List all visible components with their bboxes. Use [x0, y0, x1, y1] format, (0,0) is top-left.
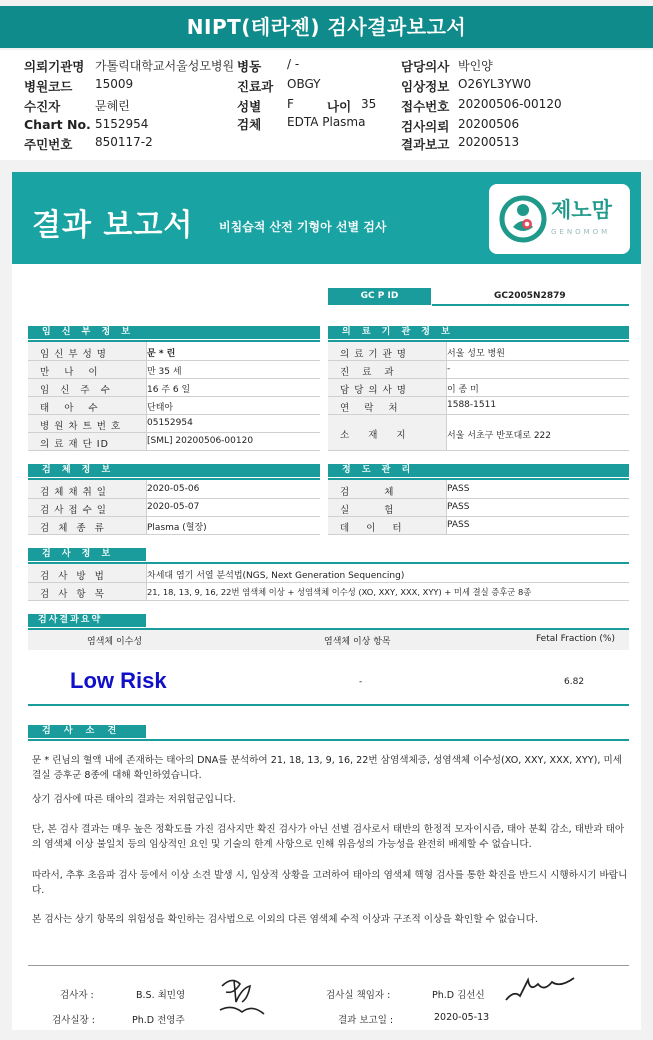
row-divider — [28, 516, 320, 517]
row-divider — [28, 432, 320, 433]
summary-col-aneuploidy: 염색체 이수성 — [87, 637, 143, 647]
row-divider — [328, 534, 629, 535]
institution-dept-label: 진 료 과 — [340, 367, 399, 378]
received-date-value: 2020-05-07 — [147, 502, 200, 512]
report-banner — [12, 172, 641, 264]
foundation-id-label: 의 료 재 단 ID — [40, 439, 109, 450]
banner-subtitle: 비침습적 산전 기형아 선별 검사 — [219, 220, 387, 234]
row-divider — [328, 378, 629, 379]
pregnant-age-label: 만 나 이 — [40, 367, 104, 378]
ward-value: / - — [287, 57, 300, 71]
qc-specimen-value: PASS — [447, 484, 470, 494]
report-value: 20200513 — [458, 135, 520, 149]
collection-date-label: 검 체 채 취 일 — [40, 487, 107, 498]
tester-value: B.S. 최민영 — [136, 990, 186, 1001]
logo-subtext: GENOMOM — [551, 228, 611, 236]
receipt-label: 접수번호 — [401, 99, 450, 114]
age-value: 35 — [361, 97, 377, 111]
dept-label: 진료과 — [237, 79, 274, 94]
foundation-id-value: [SML] 20200506-00120 — [147, 436, 254, 446]
findings-paragraph-3: 단, 본 검사 결과는 매우 높은 정확도를 가진 검사지만 확진 검사가 아닌 선별 검사로서 태반의 한정적 모자이시즘, 태아 분획 감소, 태반과 태아의 염색체 이상 불일치 등의 임상적인 요인 및 기술의 한계 사항으로 인해 위음성의 가능성을 완전히 배제할 수 없습니다. — [32, 824, 625, 850]
gestation-value: 16 주 6 일 — [147, 385, 191, 395]
doctor-value: 박인양 — [458, 59, 493, 73]
qc-experiment-value: PASS — [447, 502, 470, 512]
specimen-type-label: 검 체 종 류 — [40, 523, 107, 534]
genomom-logo — [489, 184, 630, 254]
patient-label: 수진자 — [24, 99, 61, 114]
institution-address-value: 서울 서초구 반포대로 222 — [447, 431, 552, 441]
gcpid-underline — [432, 304, 629, 306]
institution-doctor-value: 이 종 미 — [447, 385, 479, 395]
row-divider — [28, 360, 320, 361]
pregnant-age-value: 만 35 세 — [147, 367, 182, 377]
row-divider — [28, 600, 629, 601]
institution-name-label: 의 료 기 관 명 — [340, 349, 407, 360]
tester-signature — [212, 968, 272, 1028]
row-divider — [28, 450, 320, 451]
findings-paragraph-2: 상기 검사에 따른 태아의 결과는 저위험군입니다. — [32, 794, 236, 805]
qc-top-rule — [328, 478, 629, 480]
findings-paragraph-1: 문 * 린님의 혈액 내에 존재하는 태아의 DNA를 분석하여 21, 18, 13, 9, 16, 22번 삼염색체증, 성염색체 이수성(XO, XXY, XXX, XYY), 미세 결실 증후군 8종에 대해 확인하였습니다. — [32, 755, 622, 781]
code-label: 병원코드 — [24, 79, 73, 94]
specimen-top-rule — [28, 478, 320, 480]
gcpid-label: GC P ID — [360, 291, 399, 301]
qc-data-label: 데 이 터 — [340, 523, 409, 534]
report-date-value: 2020-05-13 — [434, 1012, 490, 1023]
lab-chief-label: 검사실장 : — [52, 1015, 95, 1026]
institution-contact-label: 연 락 처 — [340, 403, 404, 414]
row-divider — [28, 498, 320, 499]
sex-value: F — [287, 97, 294, 111]
code-value: 15009 — [95, 77, 134, 91]
pregnant-name-value: 문 * 린 — [147, 349, 176, 359]
banner-title: 결과 보고서 — [32, 208, 194, 243]
risk-result: Low Risk — [70, 668, 167, 693]
result-report-card — [12, 172, 641, 1030]
findings-header: 검 사 소 견 — [28, 725, 146, 738]
row-divider — [328, 360, 629, 361]
qc-specimen-label: 검 체 — [340, 487, 410, 498]
institution-dept-value: - — [447, 364, 451, 374]
institution-name-value: 서울 성모 병원 — [447, 349, 505, 359]
lab-head-value: Ph.D 김선신 — [432, 990, 485, 1001]
tester-label: 검사자 : — [60, 990, 94, 1001]
request-label: 검사의뢰 — [401, 119, 450, 134]
row-divider — [328, 450, 629, 451]
row-divider — [28, 396, 320, 397]
test-info-top-rule — [28, 562, 629, 564]
institution-contact-value: 1588-1511 — [447, 400, 497, 410]
lab-head-signature — [500, 970, 580, 1008]
abnormal-items-value: - — [359, 677, 363, 687]
hospital-chart-value: 05152954 — [147, 418, 193, 428]
summary-col-abnormal: 염색체 이상 항목 — [324, 637, 391, 647]
specimen-info-header: 검 체 정 보 — [28, 464, 320, 477]
gestation-label: 임 신 주 수 — [40, 385, 114, 396]
summary-top-rule — [28, 628, 629, 630]
qc-experiment-label: 실 험 — [340, 505, 410, 516]
signature-divider — [28, 965, 629, 966]
patient-value: 문혜린 — [95, 99, 130, 113]
fetus-count-label: 태 아 수 — [40, 403, 104, 414]
test-method-label: 검 사 방 법 — [40, 571, 107, 582]
hospital-value: 가톨릭대학교서울성모병원 — [95, 59, 235, 73]
lab-chief-value: Ph.D 전영주 — [132, 1015, 185, 1026]
specimen-value: EDTA Plasma — [287, 115, 366, 129]
clinical-value: O26YL3YW0 — [458, 77, 532, 91]
institution-top-rule — [328, 340, 629, 342]
test-items-label: 검 사 항 목 — [40, 589, 107, 600]
dept-value: OBGY — [287, 77, 321, 91]
lab-head-label: 검사실 책임자 : — [326, 990, 391, 1001]
institution-info-header: 의 료 기 관 정 보 — [328, 326, 629, 339]
row-divider — [28, 378, 320, 379]
test-method-value: 차세대 염기 서열 분석법(NGS, Next Generation Sequencing) — [147, 571, 405, 581]
age-label: 나이 — [327, 99, 352, 114]
institution-doctor-label: 담 당 의 사 명 — [340, 385, 407, 396]
page-title: NIPT(테라젠) 검사결과보고서 — [0, 6, 653, 48]
genomom-logo-icon — [497, 193, 549, 245]
pregnant-name-label: 임 신 부 성 명 — [40, 349, 107, 360]
summary-bottom-rule — [28, 704, 629, 706]
order-info-panel — [0, 50, 653, 160]
row-divider — [328, 498, 629, 499]
summary-col-fetal-fraction: Fetal Fraction (%) — [536, 634, 615, 644]
row-divider — [328, 516, 629, 517]
row-divider — [28, 414, 320, 415]
row-divider — [28, 582, 629, 583]
rrn-value: 850117-2 — [95, 135, 153, 149]
report-label: 결과보고 — [401, 137, 450, 152]
row-divider — [328, 396, 629, 397]
chart-value: 5152954 — [95, 117, 149, 131]
clinical-label: 임상정보 — [401, 79, 450, 94]
specimen-type-value: Plasma (혈장) — [147, 523, 207, 533]
fetal-fraction-value: 6.82 — [564, 677, 585, 687]
hospital-chart-label: 병 원 차 트 번 호 — [40, 421, 122, 432]
rrn-label: 주민번호 — [24, 137, 73, 152]
gcpid-label-cell — [328, 288, 431, 305]
test-items-value: 21, 18, 13, 9, 16, 22번 염색체 이상 + 성염색체 이수성 (XO, XXY, XXX, XYY) + 미세 결실 증후군 8종 — [147, 587, 532, 597]
logo-text: 제노맘 — [551, 198, 612, 222]
findings-paragraph-4: 따라서, 추후 초음파 검사 등에서 이상 소견 발생 시, 임상적 상황을 고려하여 태아의 염색체 핵형 검사를 통한 확진을 반드시 시행하시기 바랍니다. — [32, 870, 628, 896]
ward-label: 병동 — [237, 59, 262, 74]
row-divider — [28, 534, 320, 535]
institution-address-label: 소 재 지 — [340, 430, 414, 441]
report-date-label: 결과 보고일 : — [338, 1015, 394, 1026]
qc-header: 정 도 관 리 — [328, 464, 629, 477]
test-info-header: 검 사 정 보 — [28, 548, 146, 561]
sex-label: 성별 — [237, 99, 262, 114]
findings-top-rule — [28, 739, 629, 741]
doctor-label: 담당의사 — [401, 59, 450, 74]
gcpid-value: GC2005N2879 — [494, 291, 566, 301]
collection-date-value: 2020-05-06 — [147, 484, 200, 494]
specimen-label: 검체 — [237, 117, 262, 132]
row-divider — [328, 414, 629, 415]
received-date-label: 검 사 접 수 일 — [40, 505, 107, 516]
hospital-label: 의뢰기관명 — [24, 59, 85, 74]
chart-label: Chart No. — [24, 117, 91, 132]
summary-header: 검사결과요약 — [28, 614, 146, 627]
qc-data-value: PASS — [447, 520, 470, 530]
pregnant-top-rule — [28, 340, 320, 342]
fetus-count-value: 단태아 — [147, 403, 174, 413]
pregnant-info-header: 임 신 부 정 보 — [28, 326, 320, 339]
request-value: 20200506 — [458, 117, 520, 131]
receipt-value: 20200506-00120 — [458, 97, 562, 111]
findings-paragraph-5: 본 검사는 상기 항목의 위험성을 확인하는 검사법으로 이외의 다른 염색체 수적 이상과 구조적 이상을 확인할 수 없습니다. — [32, 914, 538, 925]
